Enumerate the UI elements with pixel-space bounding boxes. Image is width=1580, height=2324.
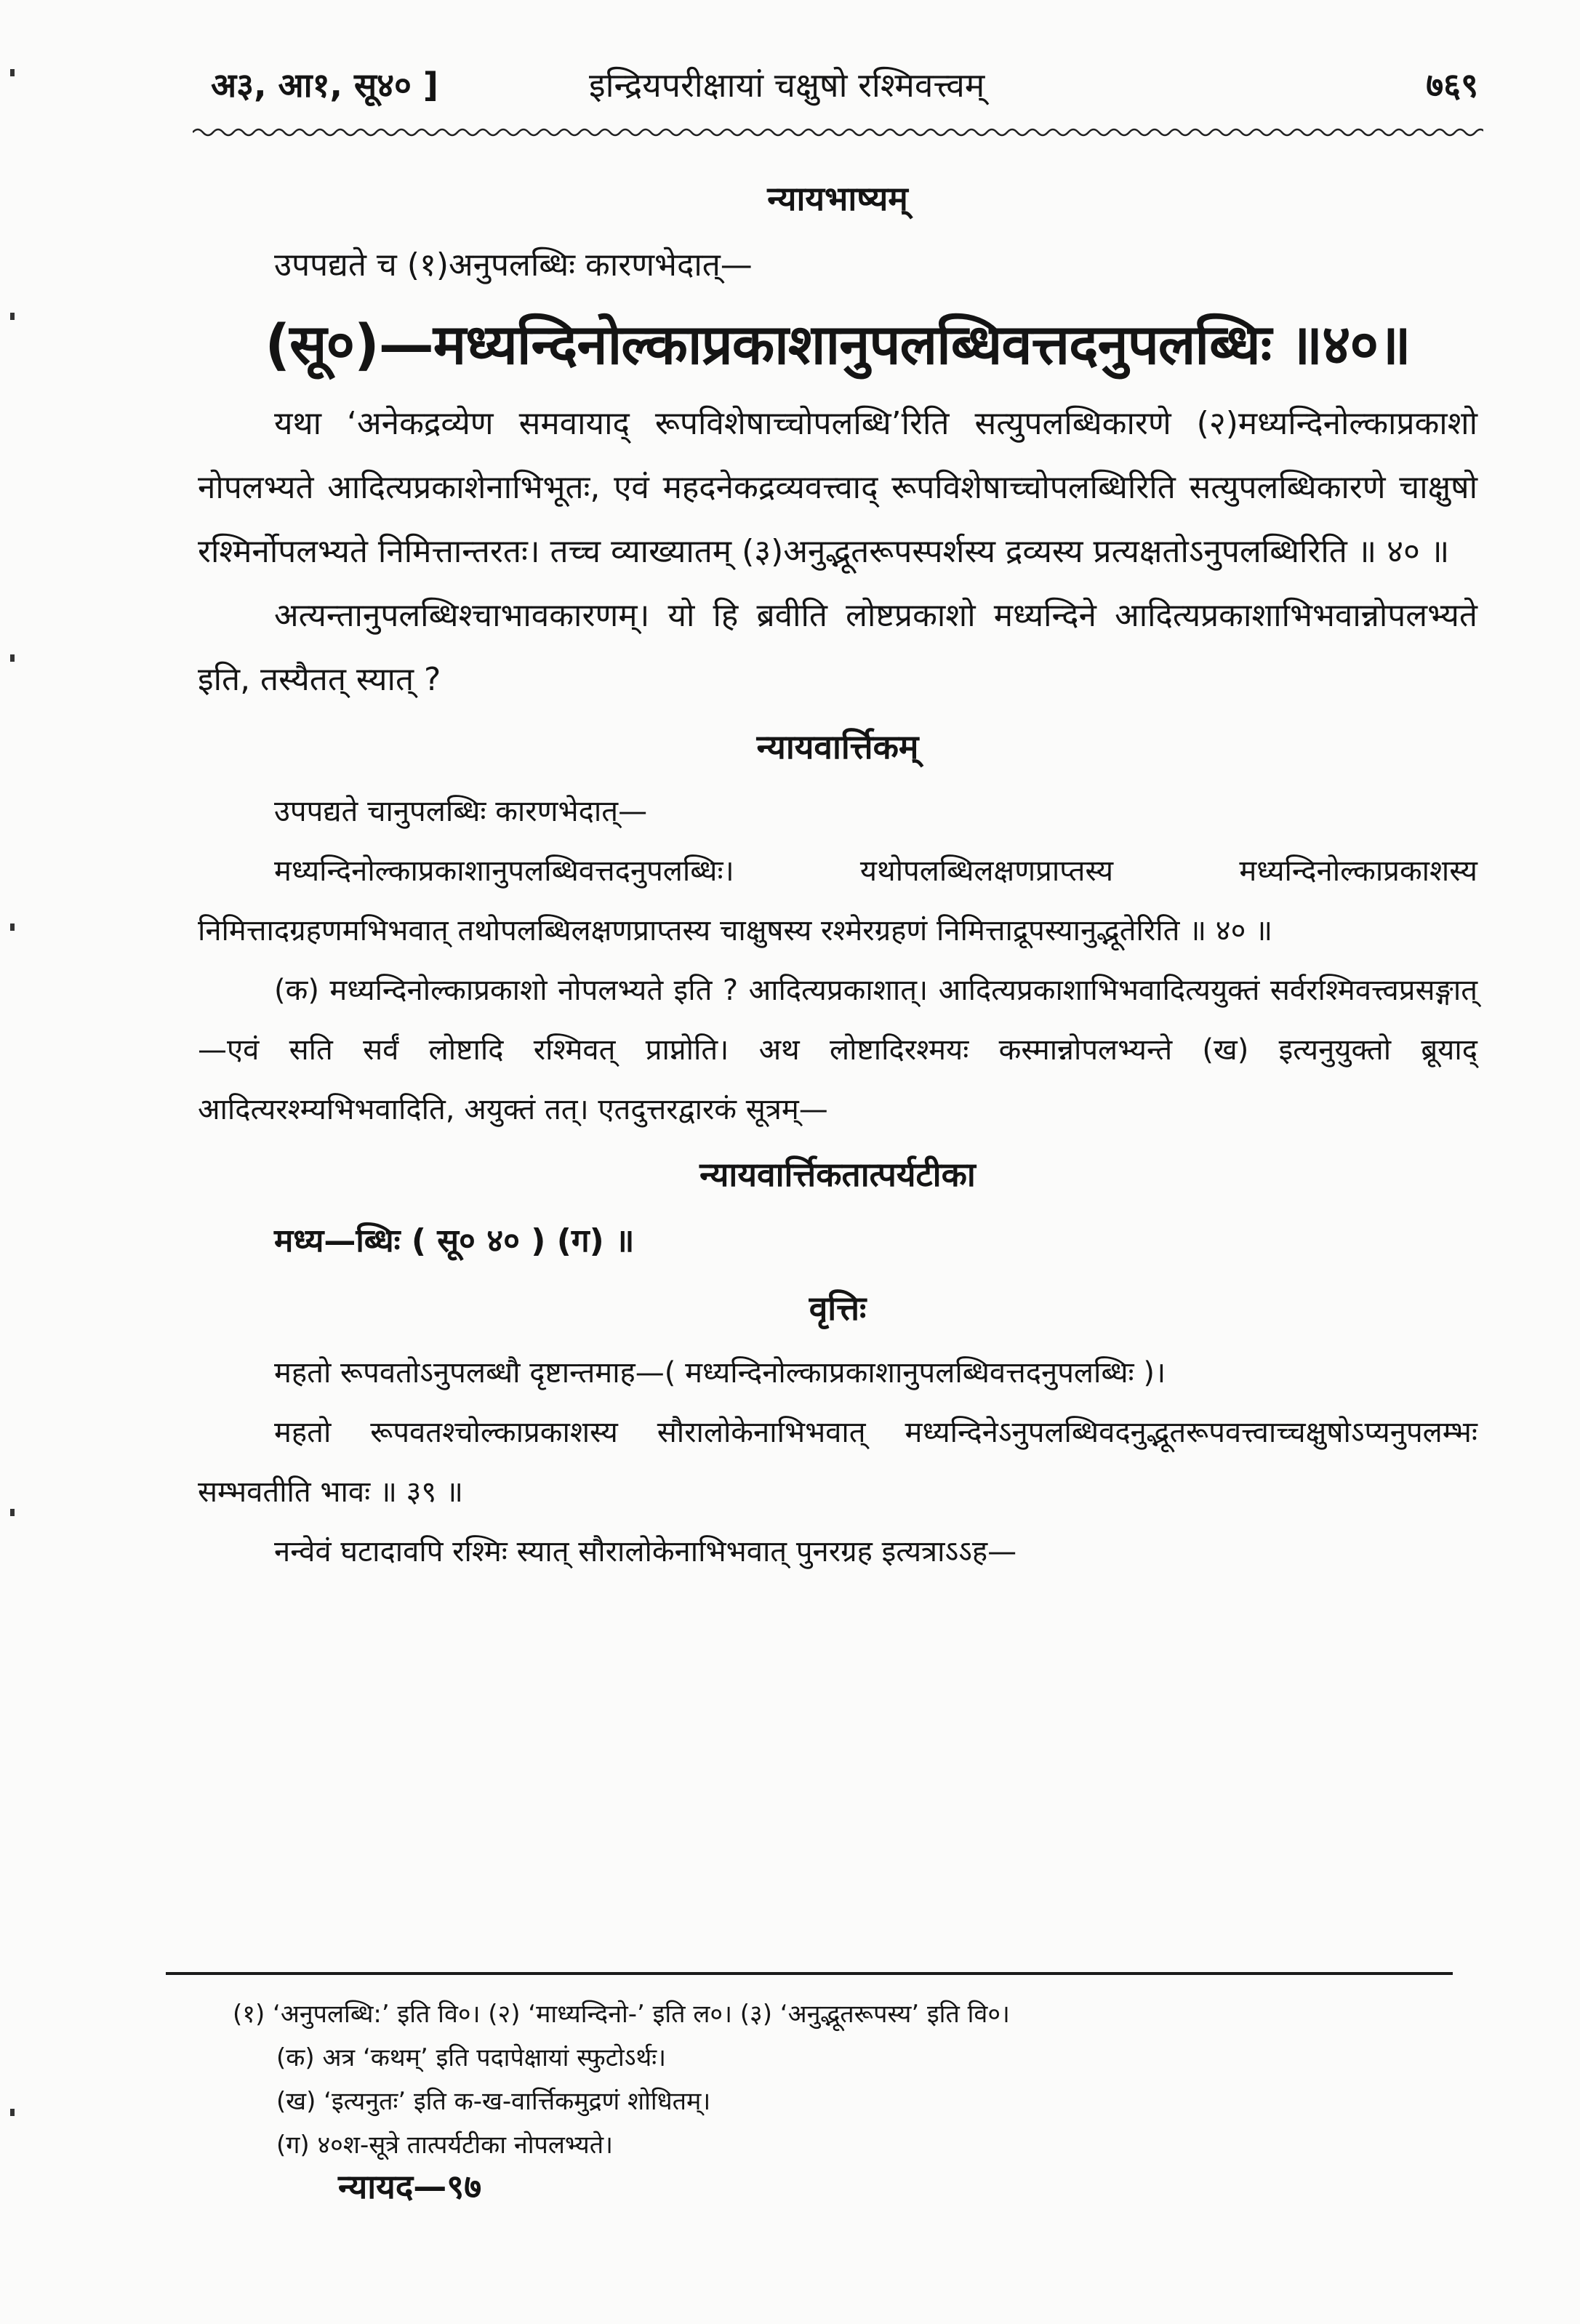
vritti-heading: वृत्तिः [809, 1289, 867, 1328]
margin-mark [10, 313, 15, 320]
bhashya-heading: न्यायभाष्यम् [767, 179, 908, 218]
bhashya-paragraph-2: अत्यन्तानुपलब्धिश्चाभावकारणम्। यो हि ब्रवीति लोष्टप्रकाशो मध्यन्दिने आदित्यप्रकाशाभिभवान्नोपलभ्यते इति, तस्यैतत् स्यात् ? [198, 597, 1477, 698]
vritti-paragraph-2: महतो रूपवतश्चोल्काप्रकाशस्य सौरालोकेनाभिभवात् मध्यन्दिनेऽनुपलब्धिवदनुद्भूतरूपवत्त्वाच्चक्षुषोऽप्यनुपलम्भः सम्भवतीति भावः ॥ ३९ ॥ [198, 1416, 1477, 1509]
signature-mark: न्यायद—९७ [338, 2167, 482, 2206]
bhashya-intro: उपपद्यते च (१)अनुपलब्धिः कारणभेदात्— [274, 247, 753, 284]
footnotes [233, 1992, 1469, 2167]
margin-mark [10, 69, 15, 76]
margin-mark [10, 923, 15, 931]
tika-heading: न्यायवार्त्तिकतात्पर्यटीका [699, 1155, 976, 1194]
tika-line: मध्य—ब्धिः ( सू० ४० ) (ग) ॥ [274, 1222, 635, 1259]
header-wavy-rule [193, 125, 1483, 140]
footnote-line-1: (१) ‘अनुपलब्धि:’ इति वि०। (२) ‘माध्यन्दिनो-’ इति ल०। (३) ‘अनुद्भूतरूपस्य’ इति वि०। [233, 2000, 1010, 2029]
sutra-line: (सू०)—मध्यन्दिनोल्काप्रकाशानुपलब्धिवत्तदनुपलब्धिः ॥४०॥ [265, 312, 1411, 377]
running-title: इन्द्रियपरीक्षायां चक्षुषो रश्मिवत्त्वम् [589, 65, 985, 105]
main-text [198, 164, 1477, 1582]
footnote-divider [166, 1972, 1453, 1975]
vartika-intro: उपपद्यते चानुपलब्धिः कारणभेदात्— [274, 795, 648, 828]
footnote-ga: (ग) ४०श-सूत्रे तात्पर्यटीका नोपलभ्यते। [276, 2131, 614, 2160]
vritti-paragraph-1: महतो रूपवतोऽनुपलब्धौ दृष्टान्तमाह—( मध्यन्दिनोल्काप्रकाशानुपलब्धिवत्तदनुपलब्धिः )। [274, 1356, 1166, 1390]
running-header [211, 55, 1478, 127]
vritti-paragraph-3: नन्वेवं घटादावपि रश्मिः स्यात् सौरालोकेनाभिभवात् पुनरग्रह इत्यत्राऽऽह— [274, 1535, 1017, 1568]
vartika-heading: न्यायवार्त्तिकम् [756, 727, 919, 766]
page-number: ७६९ [1426, 65, 1478, 105]
margin-mark [10, 2109, 15, 2116]
margin-mark [10, 654, 15, 662]
footnote-kha: (ख) ‘इत्यनुतः’ इति क-ख-वार्त्तिकमुद्रणं शोधितम्। [276, 2087, 711, 2116]
vartika-paragraph-2: (क) मध्यन्दिनोल्काप्रकाशो नोपलभ्यते इति ? आदित्यप्रकाशात्। आदित्यप्रकाशाभिभवादित्ययुक्तं सर्वरश्मिवत्त्वप्रसङ्गात्—एवं सति सर्वं लोष्टादि रश्मिवत् प्राप्नोति। अथ लोष्टादिरश्मयः कस्मान्नोपलभ्यन्ते (ख) इत्यनुयुक्तो ब्रूयाद् आदित्यरश्म्यभिभवादिति, अयुक्तं तत्। एतदुत्तरद्वारकं सूत्रम्— [198, 974, 1477, 1126]
bhashya-paragraph-1: यथा ‘अनेकद्रव्येण समवायाद् रूपविशेषाच्चोपलब्धि’रिति सत्युपलब्धिकारणे (२)मध्यन्दिनोल्काप्रकाशो नोपलभ्यते आदित्यप्रकाशेनाभिभूतः, एवं महदनेकद्रव्यवत्त्वाद् रूपविशेषाच्चोपलब्धिरिति सत्युपलब्धिकारणे चाक्षुषो रश्मिर्नोपलभ्यते निमित्तान्तरतः। तच्च व्याख्यातम् (३)अनुद्भूतरूपस्पर्शस्य द्रव्यस्य प्रत्यक्षतोऽनुपलब्धिरिति ॥ ४० ॥ [198, 405, 1477, 570]
chapter-reference: अ३, आ१, सू४० ] [211, 65, 438, 105]
footnote-ka: (क) अत्र ‘कथम्’ इति पदापेक्षायां स्फुटोऽर्थः। [276, 2043, 667, 2072]
margin-mark [10, 1509, 15, 1516]
vartika-paragraph-1: मध्यन्दिनोल्काप्रकाशानुपलब्धिवत्तदनुपलब्धिः। यथोपलब्धिलक्षणप्राप्तस्य मध्यन्दिनोल्काप्रकाशस्य निमित्तादग्रहणमभिभवात् तथोपलब्धिलक्षणप्राप्तस्य चाक्षुषस्य रश्मेरग्रहणं निमित्ताद्रूपस्यानुद्भूतेरिति ॥ ४० ॥ [198, 854, 1477, 947]
